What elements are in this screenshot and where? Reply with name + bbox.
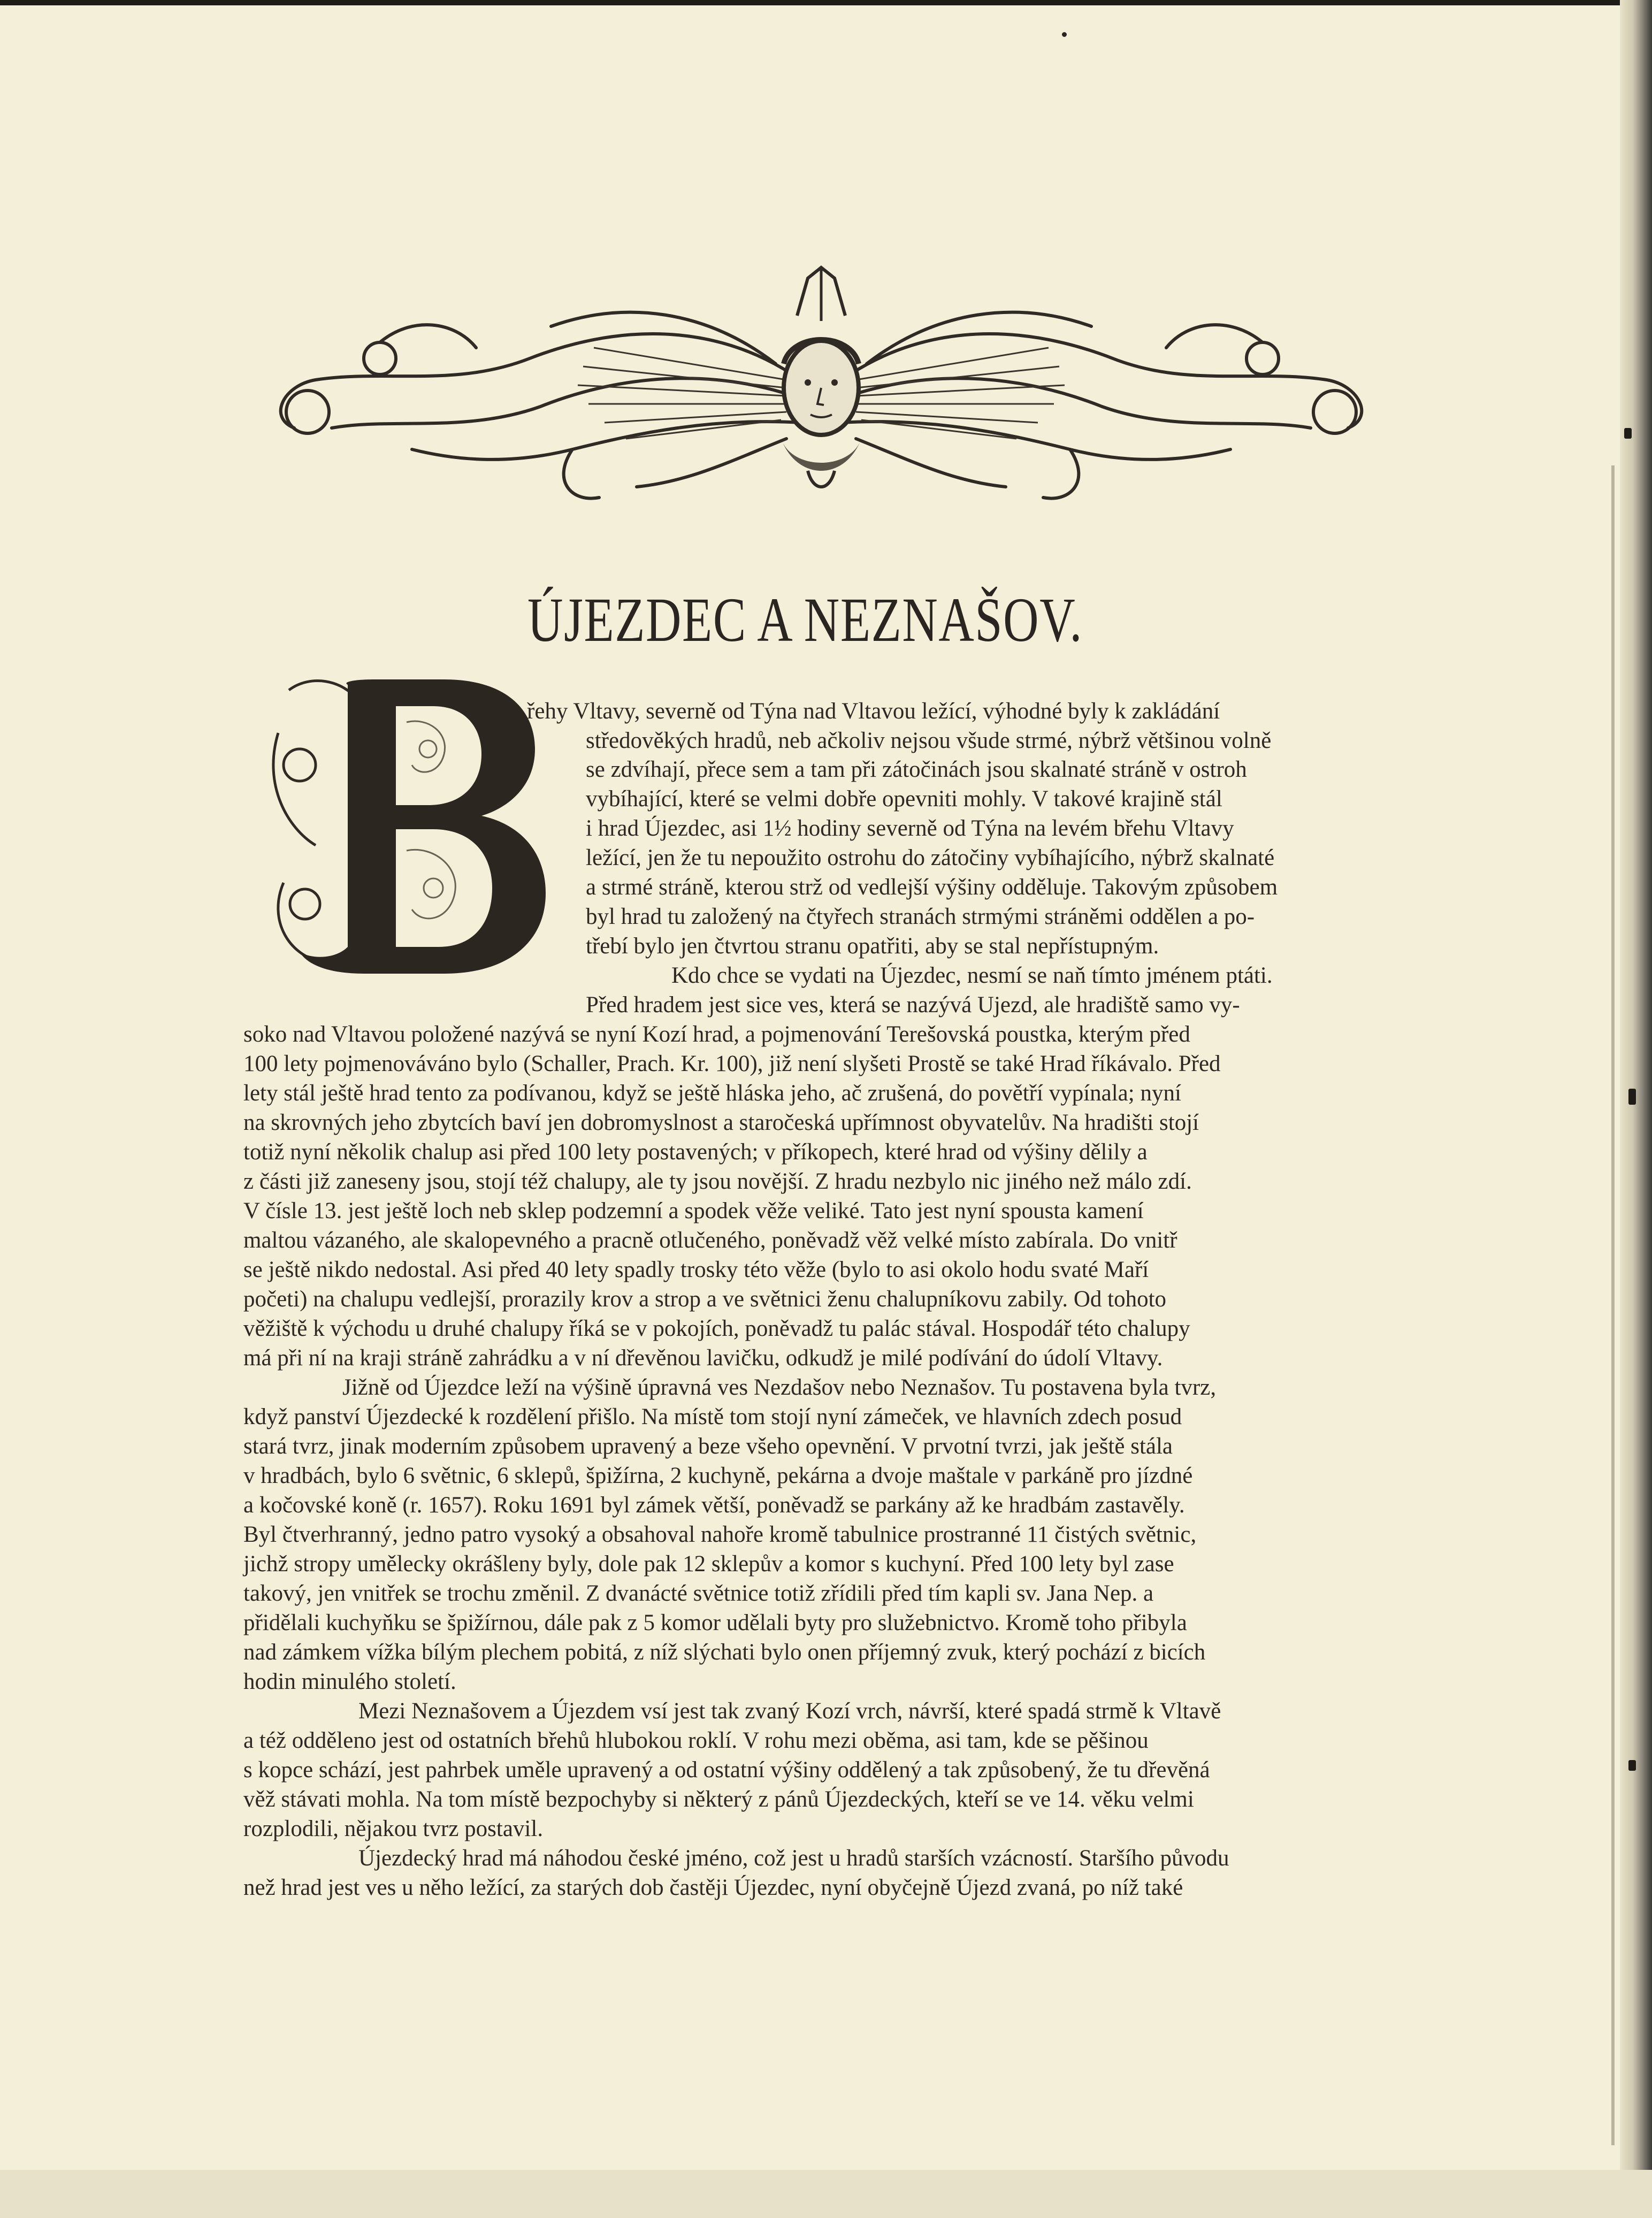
text-line-23: má při ní na kraji stráně zahrádku a v ní dřevěnou lavičku, odkudž je milé podívání do údolí Vltavy. (243, 1345, 1163, 1371)
text-line-26: stará tvrz, jinak moderním způsobem upravený a beze všeho opevnění. V prvotní tvrzi, jak ještě stála (243, 1434, 1173, 1459)
text-line-9: třebí bylo jen čtvrtou stranu opatřiti, aby se stal nepřístupným. (586, 934, 1159, 959)
text-line-34: hodin minulého století. (243, 1669, 456, 1694)
text-line-6: ležící, jen že tu nepoužito ostrohu do zátočiny vybíhajícího, nýbrž skalnaté (586, 845, 1275, 870)
top-edge (0, 0, 1652, 5)
page-edge-line (1611, 465, 1615, 2145)
text-line-14: lety stál ještě hrad tento za podívanou, když se ještě hláska jeho, ač zrušená, do povětří vypínala; nyní (243, 1081, 1181, 1106)
text-line-39: rozplodili, nějakou tvrz postavil. (243, 1816, 544, 1841)
text-line-19: maltou vázaného, ale skalopevného a pracně otlučeného, poněvadž věž velké místo zabírala. Do vnitř (243, 1228, 1177, 1253)
text-line-11: Před hradem jest sice ves, která se nazývá Ujezd, ale hradiště samo vy- (586, 992, 1240, 1018)
text-line-30: jichž stropy umělecky okrášleny byly, dole pak 12 sklepův a komor s kuchyní. Před 100 lety byl zase (243, 1551, 1174, 1577)
text-line-10: Kdo chce se vydati na Újezdec, nesmí se naň tímto jménem ptáti. (671, 963, 1273, 988)
chapter-title: ÚJEZDEC A NEZNAŠOV. (527, 585, 1083, 655)
ink-speck (1062, 32, 1067, 37)
binding-mark-3 (1628, 1760, 1636, 1771)
text-line-33: nad zámkem vížka bílým plechem pobitá, z níž slýchati bylo onen příjemný zvuk, který pochází z bicích (243, 1640, 1206, 1665)
text-line-4: vybíhající, které se velmi dobře opevniti mohly. V takové krajině stál (586, 786, 1222, 812)
text-line-3: se zdvíhají, přece sem a tam při zátočinách jsou skalnaté stráně v ostroh (586, 757, 1247, 782)
binding-mark-2 (1628, 1089, 1636, 1105)
text-line-31: takový, jen vnitřek se trochu změnil. Z dvanácté světnice totiž zřídili před tím kapli sv. Jana Nep. a (243, 1581, 1154, 1606)
text-line-2: středověkých hradů, neb ačkoliv nejsou všude strmé, nýbrž většinou volně (586, 728, 1272, 753)
page-gutter-shadow (1620, 0, 1652, 2218)
text-line-8: byl hrad tu založený na čtyřech stranách strmými stráněmi oddělen a po- (586, 904, 1255, 929)
binding-mark-1 (1624, 428, 1632, 439)
text-line-28: a kočovské koně (r. 1657). Roku 1691 byl zámek větší, poněvadž se parkány až ke hradbám zastavěly. (243, 1493, 1185, 1518)
text-line-17: z části již zaneseny jsou, stojí též chalupy, ale ty jsou novější. Z hradu nezbylo nic jiného než málo zdí. (243, 1169, 1192, 1194)
text-line-37: s kopce schází, jest pahrbek uměle upravený a od ostatní výšiny oddělený a tak způsobený, že tu dřevěná (243, 1757, 1210, 1783)
decorative-initial-b-icon (267, 669, 556, 979)
text-line-21: početi) na chalupu vedlejší, prorazily krov a strop a ve světnici ženu chalupníkovu zabily. Od tohoto (243, 1287, 1167, 1312)
headpiece-ornament-icon (251, 257, 1391, 524)
text-line-12: soko nad Vltavou položené nazývá se nyní Kozí hrad, a pojmenování Terešovská poustka, kterým před (243, 1022, 1190, 1047)
text-line-13: 100 lety pojmenováváno bylo (Schaller, Prach. Kr. 100), již není slyšeti Prostě se také Hrad říkávalo. Před (243, 1051, 1221, 1076)
text-line-25: když panství Újezdecké k rozdělení přišlo. Na místě tom stojí nyní zámeček, ve hlavních zdech posud (243, 1404, 1182, 1429)
text-line-27: v hradbách, bylo 6 světnic, 6 sklepů, špižírna, 2 kuchyně, pekárna a dvoje maštale v parkáně pro jízdné (243, 1463, 1193, 1488)
text-line-40: Újezdecký hrad má náhodou české jméno, což jest u hradů starších vzácností. Staršího původu (358, 1846, 1229, 1871)
text-line-24: Jižně od Újezdce leží na výšině úpravná ves Nezdašov nebo Neznašov. Tu postavena byla tvrz, (342, 1375, 1217, 1400)
text-line-15: na skrovných jeho zbytcích baví jen dobromyslnost a staročeská upřímnost obyvatelův. Na hradišti stojí (243, 1110, 1199, 1135)
text-line-18: V čísle 13. jest ještě loch neb sklep podzemní a spodek věže veliké. Tato jest nyní spousta kamení (243, 1198, 1144, 1223)
text-line-36: a též odděleno jest od ostatních břehů hlubokou roklí. V rohu mezi oběma, asi tam, kde se pěšinou (243, 1728, 1149, 1753)
text-line-1: řehy Vltavy, severně od Týna nad Vltavou ležící, výhodné byly k zakládání (527, 699, 1220, 724)
text-line-22: věžiště k východu u druhé chalupy říká se v pokojích, poněvadž tu palác stával. Hospodář této chalupy (243, 1316, 1190, 1341)
text-line-32: přidělali kuchyňku se špižírnou, dále pak z 5 komor udělali byty pro služebnictvo. Kromě toho přibyla (243, 1610, 1187, 1635)
text-line-35: Mezi Neznašovem a Újezdem vsí jest tak zvaný Kozí vrch, návrší, které spadá strmě k Vltavě (358, 1699, 1221, 1724)
text-line-16: totiž nyní několik chalup asi před 100 lety postavených; v příkopech, které hrad od výšiny dělily a (243, 1139, 1148, 1165)
text-line-20: se ještě nikdo nedostal. Asi před 40 lety spadly trosky této věže (bylo to asi okolo hodu svaté Maří (243, 1257, 1149, 1282)
text-line-5: i hrad Újezdec, asi 1½ hodiny severně od Týna na levém břehu Vltavy (586, 816, 1234, 841)
text-line-7: a strmé stráně, kterou strž od vedlejší výšiny odděluje. Takovým způsobem (586, 875, 1278, 900)
text-line-38: věž stávati mohla. Na tom místě bezpochyby si některý z pánů Újezdeckých, kteří se ve 14. věku velmi (243, 1787, 1194, 1812)
text-line-29: Byl čtverhranný, jedno patro vysoký a obsahoval nahoře kromě tabulnice prostranné 11 čistých světnic, (243, 1522, 1197, 1547)
page-bottom-edge (0, 2170, 1652, 2218)
text-line-41: než hrad jest ves u něho ležící, za starých dob častěji Újezdec, nyní obyčejně Újezd zvaná, po níž také (243, 1875, 1183, 1900)
